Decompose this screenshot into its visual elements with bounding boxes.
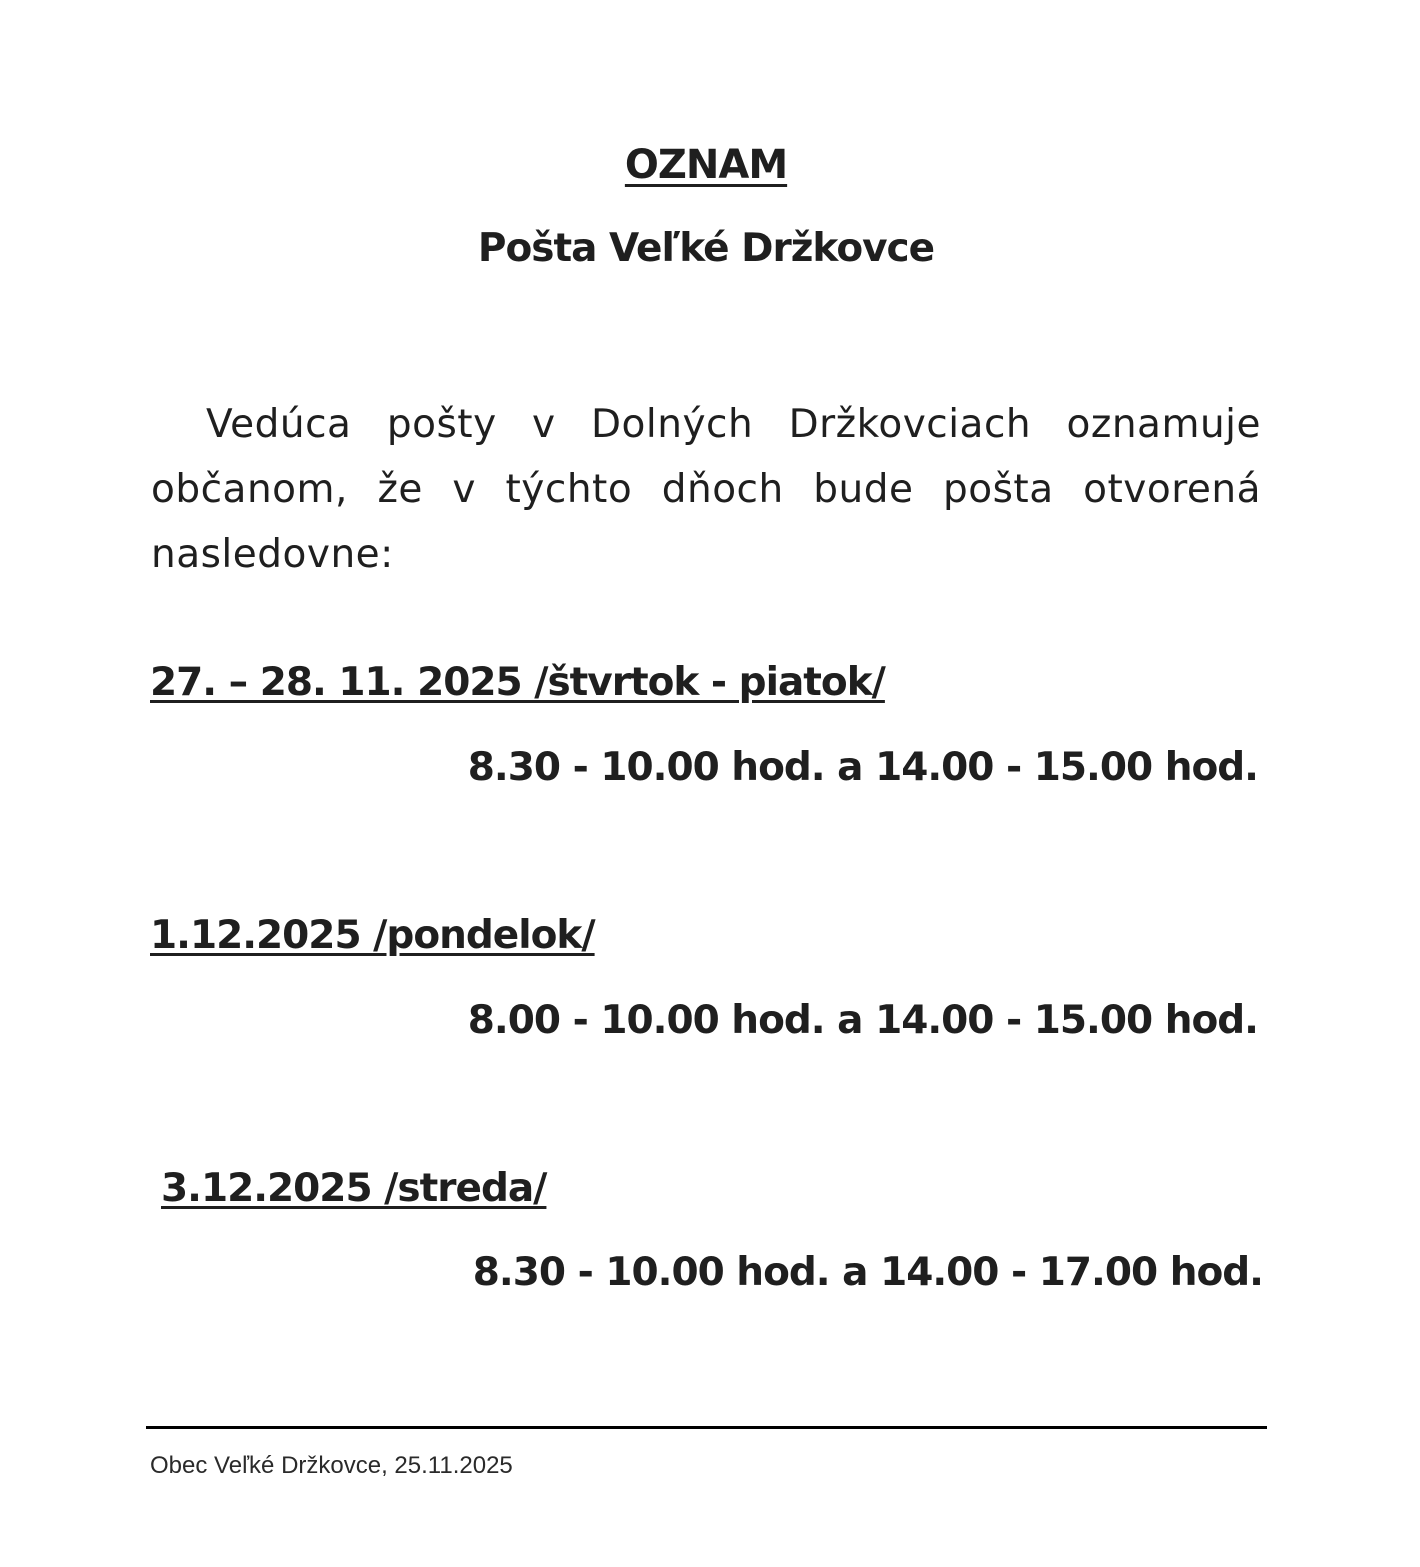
schedule-date-heading: 27. – 28. 11. 2025 /štvrtok - piatok/	[150, 660, 885, 705]
footer-divider	[146, 1426, 1267, 1429]
footer-signature: Obec Veľké Držkovce, 25.11.2025	[150, 1452, 513, 1479]
schedule-opening-hours: 8.30 - 10.00 hod. a 14.00 - 17.00 hod.	[472, 1250, 1263, 1295]
schedule-opening-hours: 8.00 - 10.00 hod. a 14.00 - 15.00 hod.	[467, 998, 1258, 1043]
notice-intro-paragraph: Vedúca pošty v Dolných Držkovciach oznamuje občanom, že v týchto dňoch bude pošta otvorená nasledovne:	[151, 402, 1261, 577]
notice-subtitle: Pošta Veľké Držkovce	[477, 226, 935, 271]
schedule-date-heading: 1.12.2025 /pondelok/	[150, 913, 595, 958]
schedule-opening-hours: 8.30 - 10.00 hod. a 14.00 - 15.00 hod.	[467, 745, 1258, 790]
notice-title	[0, 142, 1412, 188]
schedule-date-heading: 3.12.2025 /streda/	[161, 1166, 547, 1211]
notice-title-text: OZNAM	[624, 142, 788, 188]
